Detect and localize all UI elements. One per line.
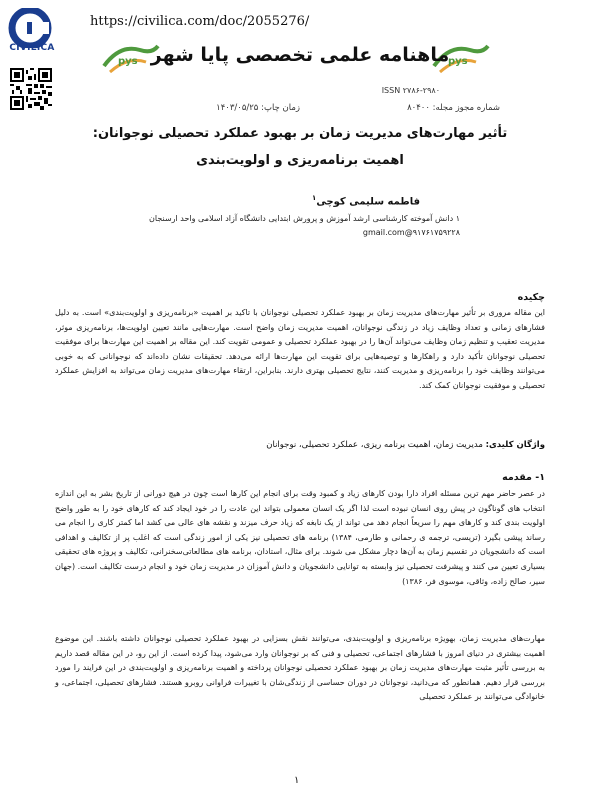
author-affiliation (90, 212, 460, 240)
keywords-label: واژگان کلیدی: (485, 440, 545, 450)
abstract-text: این مقاله مروری بر تأثیر مهارت‌های مدیریت زمان بر بهبود عملکرد تحصیلی نوجوانان با تاکید بر اهمیت «برنامه‌ریزی و اولویت‌بندی» است. به دلیل فشارهای زمانی و تعداد وظایف زیاد در زندگی نوجوانان، اهمیت مدیریت زمان واضح است. مهارت‌هایی مانند تعیین اولویت‌ها، برنامه‌ریزی موثر، مدیریت تعقیب و تنظیم زمان وظایف می‌تواند آن‌ها را در بهبود عملکرد تحصیلی و عمومی تقویت کند. این مقاله بر اهمیت این مهارت‌ها برای موفقیت تحصیلی نوجوانان تأکید دارد و راهکارها و توصیه‌هایی برای تقویت این مهارت‌ها ارائه می‌دهد. تحقیقات نشان داده‌اند که نوجوانانی که به خوبی می‌توانند وظایف خود را برنامه‌ریزی و مدیریت کنند، نتایج تحصیلی بهتری دارند. بنابراین، ارتقاء مهارت‌های مدیریت زمان می‌تواند به افزایش عملکرد تحصیلی و موفقیت نوجوانان کمک کند. (55, 308, 545, 390)
journal-title: ماهنامه علمی تخصصی پایا شهر (150, 44, 450, 66)
keywords (55, 440, 545, 450)
author-email[interactable]: ۹۱۷۶۱۷۵۹۲۲۸@gmail.com (362, 228, 460, 237)
affiliation-text: ۱ دانش آموخته کارشناسی ارشد آموزش و پرورش ابتدایی دانشگاه آزاد اسلامی واحد ارسنجان (149, 214, 460, 223)
author-superscript: ۱ (312, 194, 317, 202)
author-name (120, 194, 420, 207)
intro-paragraph-2: مهارت‌های مدیریت زمان، بهویژه برنامه‌ریزی و اولویت‌بندی، می‌توانند نقش بسزایی در بهبود عملکرد تحصیلی نوجوانان داشته باشند. این موضوع اهمیت بیشتری در دنیای امروز با فشارهای اجتماعی، تحصیلی و فنی که بر نوجوانان وارد می‌شود، پیدا کرده است. از این رو، در این مقاله قصد داریم به بررسی تأثیر مثبت مهارت‌های مدیریت زمان بر بهبود عملکرد تحصیلی نوجوانان پرداخته و اهمیت برنامه‌ریزی و اولویت‌بندی در این فرایند را مورد بررسی قرار دهیم. همانطور که می‌دانید، نوجوانان در دوران حساسی از زندگی‌شان با تغییرات فراوانی روبرو هستند. فشارهای تحصیلی، اجتماعی، و خانوادگی می‌توانند بر عملکرد تحصیلی (55, 634, 545, 702)
intro-paragraph-1: در عصر حاضر مهم ترین مسئله افراد دارا بودن کارهای زیاد و کمبود وقت برای انجام این کارها است چون در هیچ دورانی از تاریخ بشر به این اندازه انتخاب های گوناگون در پیش روی انسان نبوده است لذا اگر یک انسان معمولی بتواند این عادت را در خود ایجاد کند که کارهای خود را به طور واضح اولویت بندی کند و کارهای مهم را سریعاً انجام دهد می تواند از یک نابغه که زیاد حرف میزند و نقشه های عالی می کشد اما کمتر کاری را انجام می رساند پیشی بگیرد (تریسی، ترجمه ی رحمانی و طارمی، ۱۳۸۴) برنامه های تحصیلی نیز یکی از امور زندگی است که اغلب پر از تکالیف و اهدافی است که دانشجویان در تقسیم زمان به آن‌ها دچار مشکل می شوند. برای مثال، استادان، برنامه های مطالعاتی‌سخنرانی، تکالیف و پروژه های تحقیقی بسیاری تعیین می کنند و پیشرفت تحصیلی نیز وابسته به توانایی دانشجویان و دانش آموزان در مدیریت زمان خود و انجام درست تکالیف است. (جهان سیر، صالح زاده، وثاقی، موسوی فر، ۱۳۸۶) (55, 489, 545, 586)
intro-heading: ۱- مقدمه (502, 472, 545, 483)
document-url[interactable]: https://civilica.com/doc/2055276/ (90, 14, 310, 29)
svg-text:pys: pys (448, 56, 468, 67)
qr-code-icon (10, 68, 52, 110)
issn: ISSN ۲۷۸۶-۲۹۸۰ (381, 86, 440, 95)
author-name-text: فاطمه سلیمی کوچی (316, 196, 420, 208)
svg-text:pys: pys (118, 56, 138, 67)
license-number: شماره مجوز مجله: ۸۰۴۰۰ (407, 103, 500, 113)
article-title: تأثیر مهارت‌های مدیریت زمان بر بهبود عملکرد تحصیلی نوجوانان: اهمیت برنامه‌ریزی و اولویت‌بندی (92, 126, 508, 168)
print-date: زمان چاپ: ۱۴۰۳/۰۵/۲۵ (216, 103, 300, 113)
logo-text: CIVILICA (9, 43, 55, 53)
abstract-heading: چکیده (517, 292, 545, 303)
page-number: ۱ (294, 775, 300, 786)
keywords-text: مدیریت زمان، اهمیت برنامه ریزی، عملکرد تحصیلی، نوجوانان (266, 440, 483, 450)
